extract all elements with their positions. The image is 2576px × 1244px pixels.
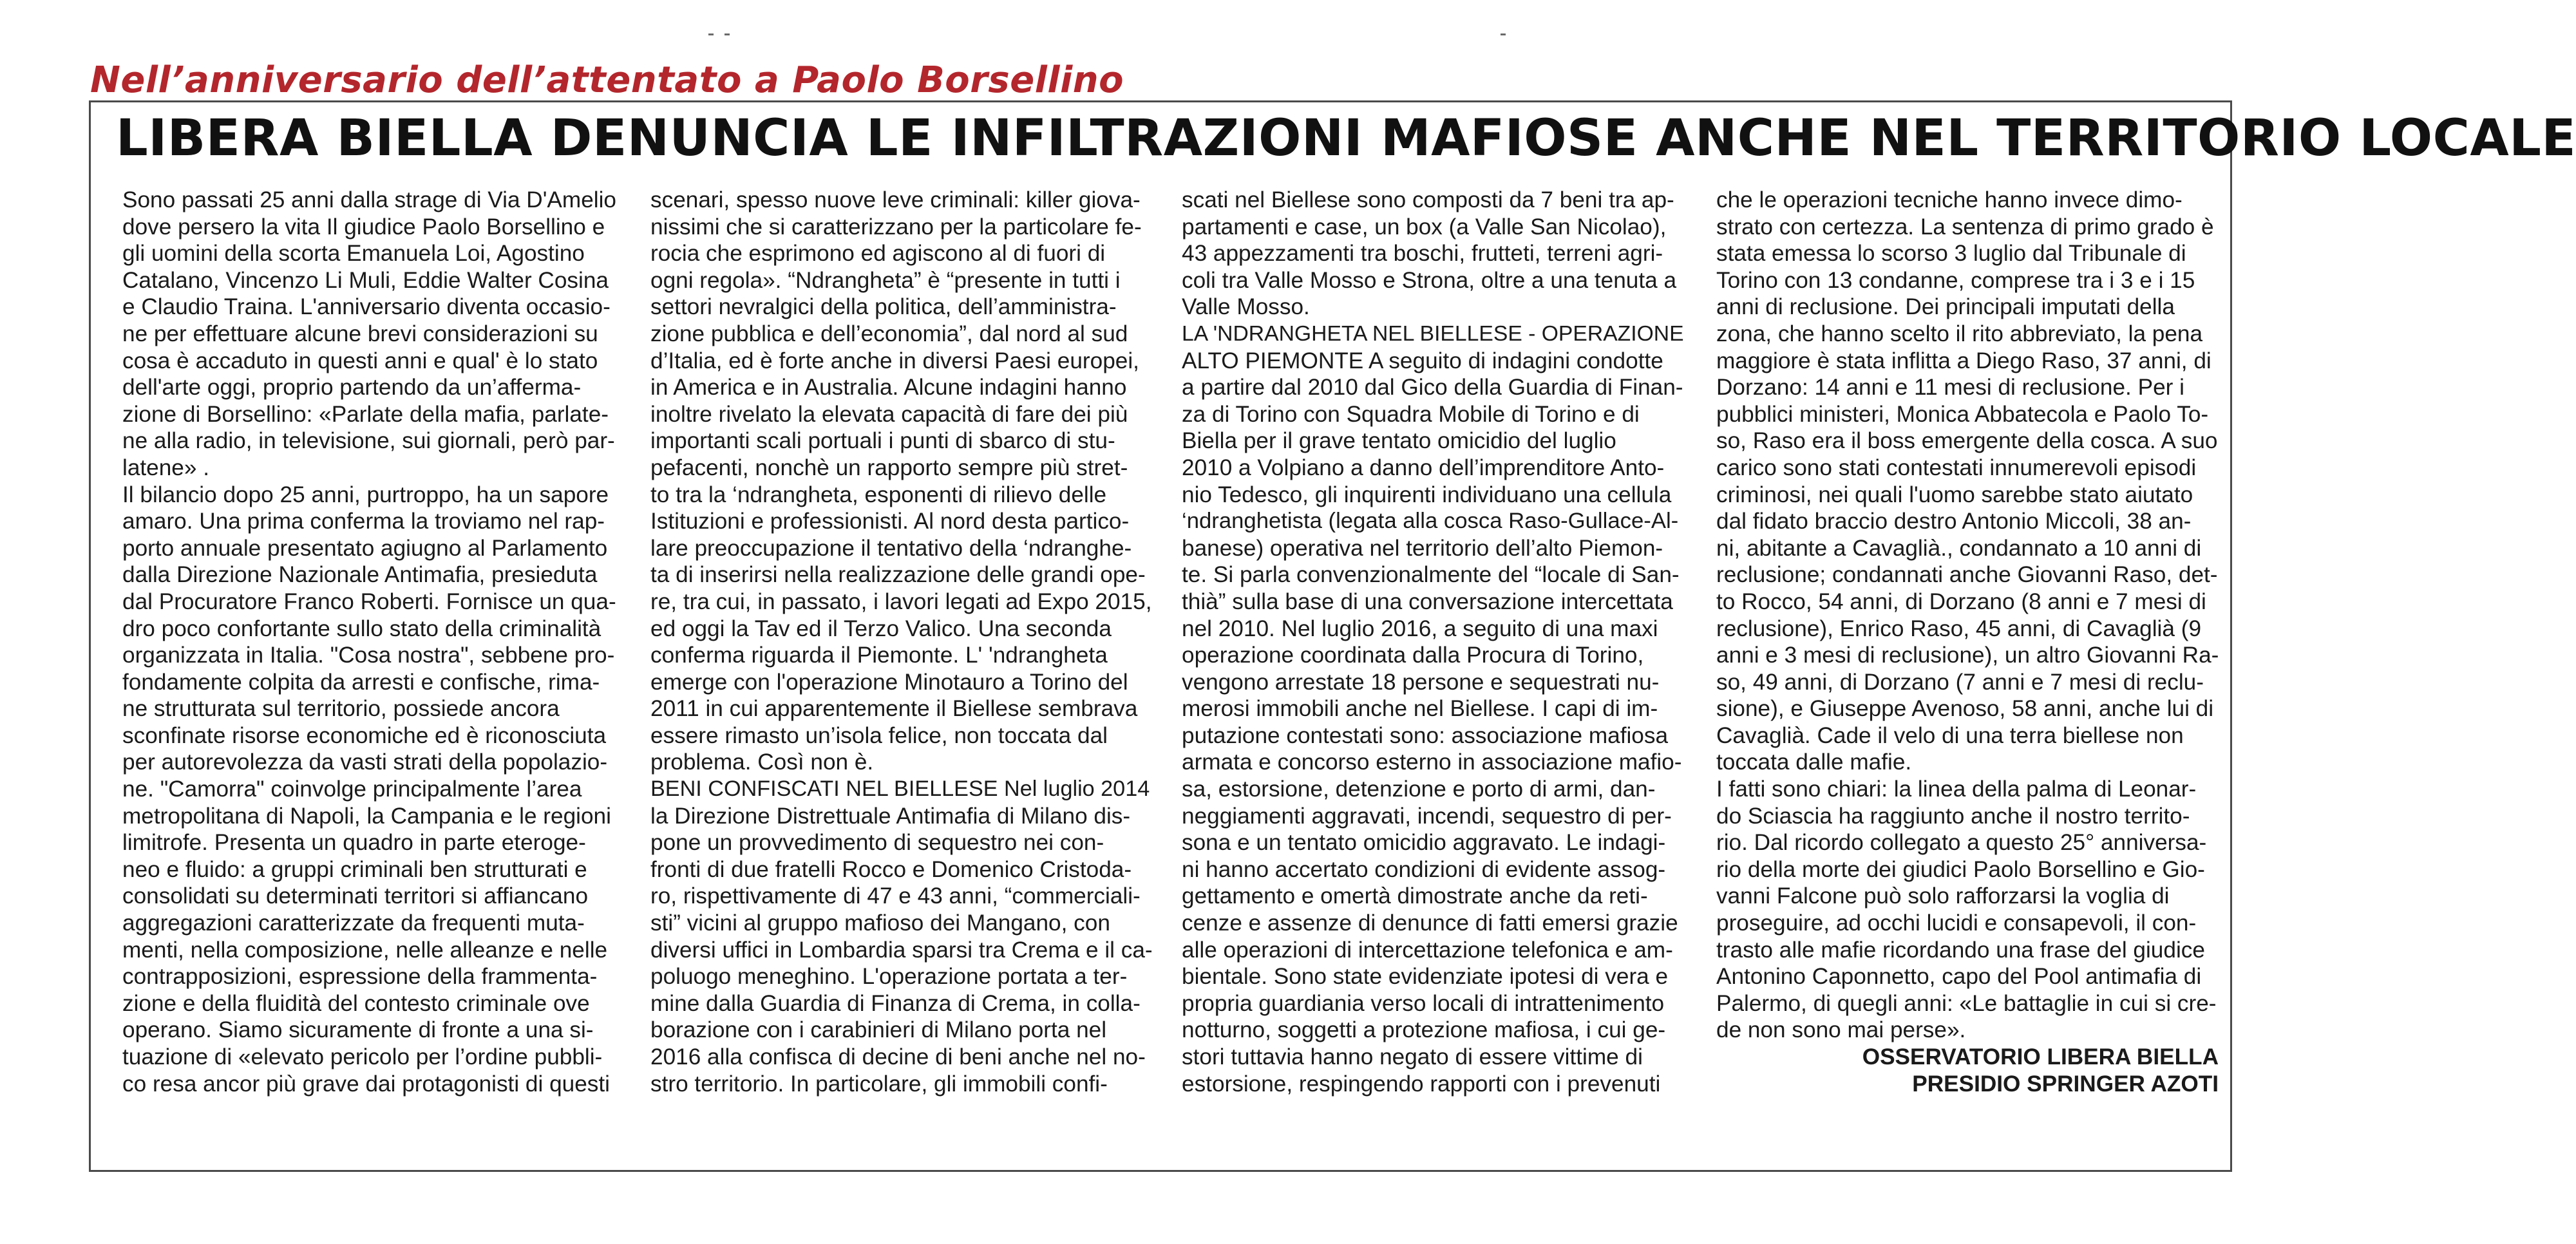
article-text-line: dal fidato braccio destro Antonio Miccoli, 38 an- [1716, 509, 2192, 534]
article-text-line: cosa è accaduto in questi anni e qual' è lo stato [122, 348, 598, 373]
article-text-line: Antonino Caponnetto, capo del Pool antimafia di [1716, 964, 2202, 990]
article-text-line: Il bilancio dopo 25 anni, purtroppo, ha un sapore [122, 482, 609, 507]
article-signature: OSSERVATORIO LIBERA BIELLA [1862, 1044, 2219, 1070]
article-text-line: vanni Falcone può solo rafforzarsi la voglia di [1716, 883, 2170, 909]
article-text-line: estorsione, respingendo rapporti con i prevenuti [1182, 1071, 1661, 1097]
article-text-line: so, Raso era il boss emergente della cosca. A suo [1716, 428, 2218, 454]
article-text-line: conferma riguarda il Piemonte. L' 'ndrangheta [650, 643, 1108, 668]
article-text-line: gli uomini della scorta Emanuela Loi, Agostino [122, 241, 585, 267]
article-text-line: sona e un tentato omicidio aggravato. Le indagi- [1182, 830, 1666, 856]
article-text-line: sa, estorsione, detenzione e porto di armi, dan- [1182, 777, 1656, 802]
article-text-line: importanti scali portuali i punti di sbarco di stu- [650, 428, 1115, 454]
article-text-line: gettamento e omertà dimostrate anche da reti- [1182, 883, 1648, 909]
article-text-line: operano. Siamo sicuramente di fronte a una si- [122, 1017, 594, 1043]
article-text-line: ne strutturata sul territorio, possiede ancora [122, 696, 560, 722]
article-text-line: essere rimasto un’isola felice, non toccata dal [650, 722, 1108, 748]
article-text-line: 43 appezzamenti tra boschi, frutteti, terreni agri- [1182, 241, 1663, 267]
article-text-line: notturno, soggetti a protezione mafiosa, i cui ge- [1182, 1017, 1666, 1043]
article-text-line: zona, che hanno scelto il rito abbreviato, la pena [1716, 321, 2203, 346]
article-text-line: so, 49 anni, di Dorzano (7 anni e 7 mesi di reclu- [1716, 669, 2204, 695]
article-text-line: ed oggi la Tav ed il Terzo Valico. Una seconda [650, 616, 1112, 641]
article-text-line: ta di inserirsi nella realizzazione delle grandi ope- [650, 562, 1146, 588]
article-text-line: toccata dalle mafie. [1716, 749, 1912, 775]
article-text-line: ne per effettuare alcune brevi considerazioni su [122, 321, 598, 346]
article-text-line: alle operazioni di intercettazione telefonica e am- [1182, 937, 1673, 963]
article-text-line: carico sono stati contestati innumerevoli episodi [1716, 455, 2197, 480]
article-text-line: e Claudio Traina. L'anniversario diventa occasio- [122, 294, 611, 320]
article-text-line: thià” sulla base di una conversazione intercettata [1182, 589, 1673, 614]
article-text-line: la Direzione Distrettuale Antimafia di Milano dis- [650, 803, 1131, 829]
article-text-line: vengono arrestate 18 persone e sequestrati nu- [1182, 669, 1660, 695]
article-text-line: settori nevralgici della politica, dell’amministra- [650, 294, 1117, 320]
article-text-line: anni e 3 mesi di reclusione), un altro Giovanni Ra- [1716, 643, 2219, 668]
article-text-line: menti, nella composizione, nelle alleanze e nelle [122, 937, 608, 963]
article-text-line: stori tuttavia hanno negato di essere vittime di [1182, 1044, 1643, 1070]
article-text-line: reclusione), Enrico Raso, 45 anni, di Cavaglià (9 [1716, 616, 2202, 641]
article-text-line: partamenti e case, un box (a Valle San Nicolao), [1182, 214, 1667, 240]
article-text-line: diversi uffici in Lombardia sparsi tra Crema e il ca- [650, 937, 1153, 963]
article-column-3 [1182, 187, 1684, 1097]
article-text-line: co resa ancor più grave dai protagonisti di questi [122, 1071, 610, 1097]
article-text-line: neggiamenti aggravati, incendi, sequestro di per- [1182, 803, 1672, 829]
article-text-line: scati nel Biellese sono composti da 7 beni tra ap- [1182, 187, 1674, 212]
article-text-line: fondamente colpita da arresti e confische, rima- [122, 669, 600, 695]
article-text-line: te. Si parla convenzionalmente del “locale di San- [1182, 562, 1680, 588]
article-text-line: maggiore è stata inflitta a Diego Raso, 37 anni, di [1716, 348, 2211, 373]
article-text-line: merosi immobili anche nel Biellese. I capi di im- [1182, 696, 1658, 722]
article-text-line: Valle Mosso. [1182, 294, 1310, 320]
article-text-line: sione), e Giuseppe Avenoso, 58 anni, anche lui di [1716, 696, 2214, 722]
article-text-line: zione pubblica e dell’economia”, dal nord al sud [650, 321, 1128, 346]
article-text-line: proseguire, ad occhi lucidi e consapevoli, il con- [1716, 910, 2197, 936]
article-text-line: putazione contestati sono: associazione mafiosa [1182, 722, 1669, 748]
article-text-line: nissimi che si caratterizzano per la particolare fe- [650, 214, 1142, 240]
article-text-line: borazione con i carabinieri di Milano porta nel [650, 1017, 1107, 1043]
article-text-line: latene» . [122, 455, 209, 480]
article-text-line: operazione coordinata dalla Procura di Torino, [1182, 643, 1644, 668]
article-text-line: trasto alle mafie ricordando una frase del giudice [1716, 937, 2205, 963]
article-text-line: dro poco confortante sullo stato della criminalità [122, 616, 601, 641]
article-text-line: ni, abitante a Cavaglià., condannato a 10 anni di [1716, 535, 2202, 561]
article-text-line: 2011 in cui apparentemente il Biellese sembrava [650, 696, 1138, 722]
article-kicker: Nell’anniversario dell’attentato a Paolo Borsellino [90, 59, 1124, 101]
article-text-line: ne. "Camorra" coinvolge principalmente l’area [122, 777, 582, 802]
article-text-line: Istituzioni e professionisti. Al nord desta partico- [650, 509, 1130, 534]
article-text-line: stata emessa lo scorso 3 luglio dal Tribunale di [1716, 241, 2186, 267]
article-text-line: pubblici ministeri, Monica Abbatecola e Paolo To- [1716, 401, 2209, 427]
article-text-line: dell'arte oggi, proprio partendo da un’afferma- [122, 375, 582, 401]
article-text-line: contrapposizioni, espressione della frammenta- [122, 964, 598, 990]
article-text-line: inoltre rivelato la elevata capacità di fare dei più [650, 401, 1128, 427]
article-text-line: Palermo, di quegli anni: «Le battaglie in cui si cre- [1716, 990, 2217, 1016]
article-text-line: fronti di due fratelli Rocco e Domenico Cristoda- [650, 856, 1132, 882]
article-text-line: ne alla radio, in televisione, sui giornali, però par- [122, 428, 615, 454]
article-text-line: banese) operativa nel territorio dell’alto Piemon- [1182, 535, 1663, 561]
article-text-line: organizzata in Italia. "Cosa nostra", sebbene pro- [122, 643, 615, 668]
article-text-line: rio. Dal ricordo collegato a questo 25° anniversa- [1716, 830, 2207, 856]
article-text-line: 2010 a Volpiano a danno dell’imprenditore Anto- [1182, 455, 1665, 480]
article-text-line: pefacenti, nonchè un rapporto sempre più stret- [650, 455, 1128, 480]
article-text-line: sti” vicini al gruppo mafioso dei Mangano, con [650, 910, 1110, 936]
article-text-line: a partire dal 2010 dal Gico della Guardia di Finan- [1182, 375, 1683, 401]
article-text-line: emerge con l'operazione Minotauro a Torino del [650, 669, 1128, 695]
article-text-line: nel 2010. Nel luglio 2016, a seguito di una maxi [1182, 616, 1658, 641]
article-column-4 [1716, 187, 2219, 1097]
article-text-line: poluogo meneghino. L'operazione portata a ter- [650, 964, 1128, 990]
article-text-line: zione e della fluidità del contesto criminale ove [122, 990, 590, 1016]
article-text-line: sconfinate risorse economiche ed è riconosciuta [122, 722, 607, 748]
article-text-line: ‘ndranghetista (legata alla cosca Raso-Gullace-Al- [1182, 509, 1679, 534]
article-text-line: reclusione; condannati anche Giovanni Raso, det- [1716, 562, 2218, 588]
article-text-line: Sono passati 25 anni dalla strage di Via D'Amelio [122, 187, 616, 212]
article-text-line: Dorzano: 14 anni e 11 mesi di reclusione. Per i [1716, 375, 2184, 401]
article-text-line: che le operazioni tecniche hanno invece dimo- [1716, 187, 2183, 212]
article-text-line: armata e concorso esterno in associazione mafio- [1182, 749, 1682, 775]
article-text-line: strato con certezza. La sentenza di primo grado è [1716, 214, 2214, 240]
article-text-line: LA 'NDRANGHETA NEL BIELLESE - OPERAZIONE [1182, 321, 1684, 346]
article-text-line: to Rocco, 54 anni, di Dorzano (8 anni e 7 mesi di [1716, 589, 2206, 614]
article-text-line: aggregazioni caratterizzate da frequenti muta- [122, 910, 585, 936]
article-text-line: criminosi, nei quali l'uomo sarebbe stato aiutato [1716, 482, 2193, 507]
article-text-line: metropolitana di Napoli, la Campania e le regioni [122, 803, 611, 829]
article-text-line: lare preoccupazione il tentativo della ‘ndranghe- [650, 535, 1132, 561]
article-text-line: neo e fluido: a gruppi criminali ben strutturati e [122, 856, 587, 882]
article-text-line: Torino con 13 condanne, comprese tra i 3 e i 15 [1716, 267, 2195, 293]
article-text-line: Cavaglià. Cade il velo di una terra biellese non [1716, 722, 2184, 748]
article-text-line: amaro. Una prima conferma la troviamo nel rap- [122, 509, 605, 534]
crop-marks [0, 33, 2268, 40]
article-text-line: dove persero la vita Il giudice Paolo Borsellino e [122, 214, 605, 240]
article-text-line: rocia che esprimono ed agiscono al di fuori di [650, 241, 1106, 267]
article-text-line: coli tra Valle Mosso e Strona, oltre a una tenuta a [1182, 267, 1677, 293]
article-text-line: scenari, spesso nuove leve criminali: killer giova- [650, 187, 1141, 212]
article-text-line: za di Torino con Squadra Mobile di Torino e di [1182, 401, 1640, 427]
article-text-line: Biella per il grave tentato omicidio del luglio [1182, 428, 1616, 454]
article-text-line: ro, rispettivamente di 47 e 43 anni, “commerciali- [650, 883, 1141, 909]
article-text-line: propria guardiania verso locali di intrattenimento [1182, 990, 1665, 1016]
article-text-line: ALTO PIEMONTE A seguito di indagini condotte [1182, 348, 1663, 373]
article-text-line: d’Italia, ed è forte anche in diversi Paesi europei, [650, 348, 1139, 373]
article-text-line: limitrofe. Presenta un quadro in parte eteroge- [122, 830, 586, 856]
article-text-line: I fatti sono chiari: la linea della palma di Leonar- [1716, 777, 2197, 802]
article-text-line: re, tra cui, in passato, i lavori legati ad Expo 2015, [650, 589, 1152, 614]
article-text-line: anni di reclusione. Dei principali imputati della [1716, 294, 2175, 320]
article-text-line: in America e in Australia. Alcune indagini hanno [650, 375, 1127, 401]
article-text-line: do Sciascia ha raggiunto anche il nostro territo- [1716, 803, 2190, 829]
article-signature: PRESIDIO SPRINGER AZOTI [1912, 1071, 2219, 1097]
article-text-line: tuazione di «elevato pericolo per l’ordine pubbli- [122, 1044, 603, 1070]
article-text-line: mine dalla Guardia di Finanza di Crema, in colla- [650, 990, 1141, 1016]
article-column-1 [122, 187, 625, 1097]
article-text-line: per autorevolezza da vasti strati della popolazio- [122, 749, 608, 775]
article-text-line: dalla Direzione Nazionale Antimafia, presieduta [122, 562, 598, 588]
article-text-line: ogni regola». “Ndrangheta” è “presente in tutti i [650, 267, 1121, 293]
article-text-line: to tra la ‘ndrangheta, esponenti di rilievo delle [650, 482, 1107, 507]
article-column-2 [650, 187, 1153, 1097]
article-text-line: pone un provvedimento di sequestro nei con- [650, 830, 1104, 856]
article-text-line: ni hanno accertato condizioni di evidente assog- [1182, 856, 1666, 882]
article-headline: LIBERA BIELLA DENUNCIA LE INFILTRAZIONI MAFIOSE ANCHE NEL TERRITORIO LOCALE [116, 109, 2576, 167]
article-text-line: rio della morte dei giudici Paolo Borsellino e Gio- [1716, 856, 2205, 882]
article-text-line: de non sono mai perse». [1716, 1017, 1966, 1043]
article-text-line: consolidati su determinati territori si affiancano [122, 883, 589, 909]
article-text-line: bientale. Sono state evidenziate ipotesi di vera e [1182, 964, 1669, 990]
article-text-line: stro territorio. In particolare, gli immobili confi- [650, 1071, 1108, 1097]
article-text-line: porto annuale presentato agiugno al Parlamento [122, 535, 608, 561]
article-text-line: BENI CONFISCATI NEL BIELLESE Nel luglio 2014 [650, 777, 1150, 802]
article-text-line: dal Procuratore Franco Roberti. Fornisce un qua- [122, 589, 616, 614]
article-text-line: nio Tedesco, gli inquirenti individuano una cellula [1182, 482, 1672, 507]
article-text-line: cenze e assenze di denunce di fatti emersi grazie [1182, 910, 1678, 936]
article-text-line: zione di Borsellino: «Parlate della mafia, parlate- [122, 401, 609, 427]
article-text-line: Catalano, Vincenzo Li Muli, Eddie Walter Cosina [122, 267, 609, 293]
article-text-line: 2016 alla confisca di decine di beni anche nel no- [650, 1044, 1146, 1070]
article-text-line: problema. Così non è. [650, 749, 874, 775]
